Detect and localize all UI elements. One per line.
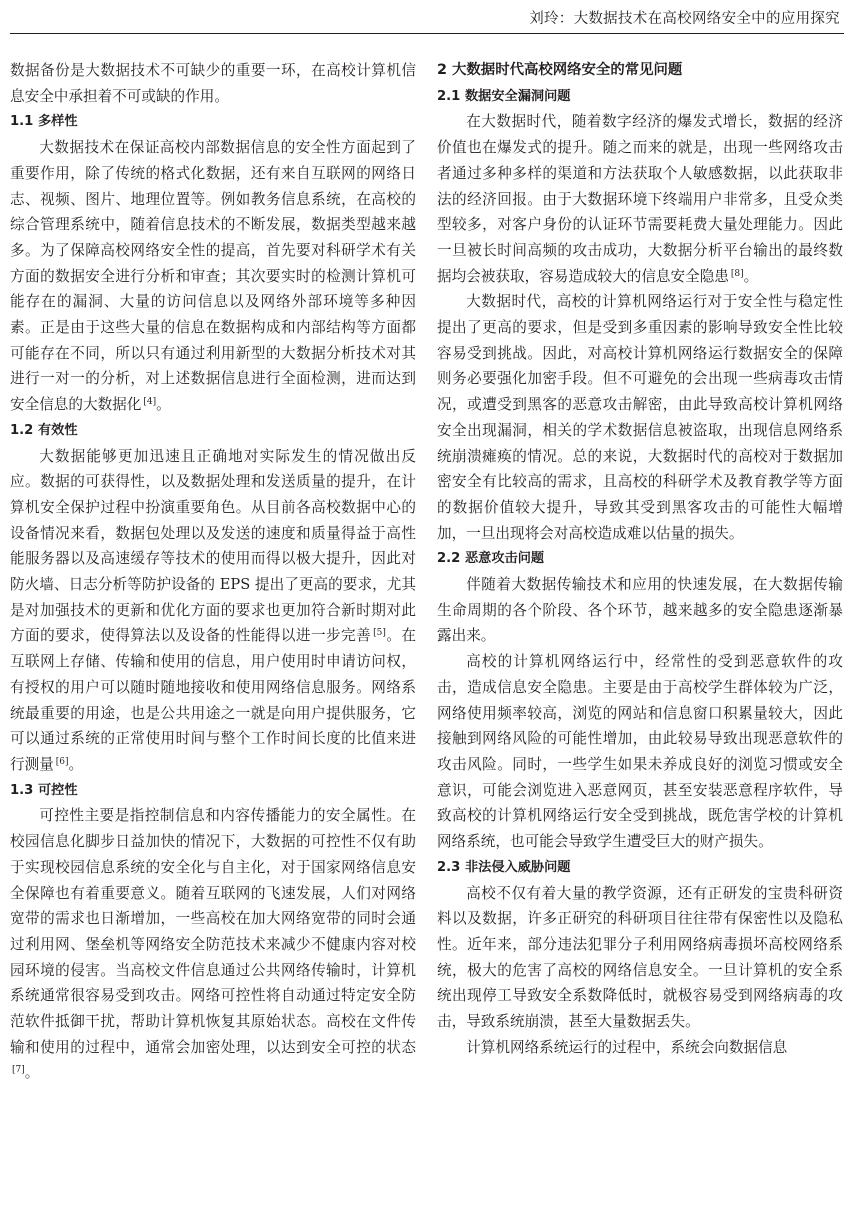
paragraph-continued: 数据备份是大数据技术不可缺少的重要一环，在高校计算机信息安全中承担着不可或缺的作用。 bbox=[10, 62, 416, 105]
paragraph-malware-attacks: 高校的计算机网络运行中，经常性的受到恶意软件的攻击，造成信息安全隐患。主要是由于高校学生群体较为广泛，网络使用频率较高，浏览的网站和信息窗口积累量较大，因此接触到网络风险的可能性增加，由此较易导致出现恶意软件的攻击风险。同时，一些学生如果未养成良好的浏览习惯或安全意识，可能会浏览进入恶意网页，甚至安装恶意程序软件，导致高校的计算机网络运行安全受到挑战，既危害学校的计算机网络系统，也可能会导致学生遭受巨大的财产损失。 bbox=[437, 653, 843, 851]
page-header bbox=[0, 0, 854, 34]
citation-ref[interactable]: [6] bbox=[55, 756, 69, 767]
paragraph-continues: 计算机网络系统运行的过程中，系统会向数据信息 bbox=[466, 1038, 788, 1056]
citation-ref[interactable]: [5] bbox=[373, 628, 386, 639]
paragraph-end: 。 bbox=[68, 755, 84, 773]
section-heading-2-3: 2.3 非法侵入威胁问题 bbox=[437, 859, 571, 875]
paragraph-data-vulnerability bbox=[437, 109, 843, 289]
section-heading-2-2: 2.2 恶意攻击问题 bbox=[437, 551, 545, 567]
paragraph-transmission-risks: 伴随着大数据传输技术和应用的快速发展，在大数据传输生命周期的各个阶段、各个环节，越来越多的安全隐患逐渐暴露出来。 bbox=[437, 576, 843, 645]
paragraph-end: 。 bbox=[743, 267, 759, 285]
citation-ref[interactable]: [4] bbox=[143, 397, 157, 408]
paragraph-text: 可控性主要是指控制信息和内容传播能力的安全属性。在校园信息化脚步日益加快的情况下，大数据的可控性不仅有助于实现校园信息系统的安全化与自主化，对于国家网络信息安全保障也有着重要意义。随着互联网的飞速发展，人们对网络宽带的需求也日渐增加，一些高校在加大网络宽带的同时会通过利用网、堡垒机等网络安全防范技术来减少不健康内容对校园环境的侵害。当高校文件信息通过公共网络传输时，计算机系统通常很容易受到攻击。网络可控性将自动通过特定安全防范软件抵御干扰，帮助计算机恢复其原始状态。高校在文件传输和使用的过程中，通常会加密处理，以达到安全可控的状态 bbox=[10, 807, 416, 1056]
paragraph-diversity bbox=[10, 135, 416, 418]
paragraph-text: 大数据技术在保证高校内部数据信息的安全性方面起到了重要作用，除了传统的格式化数据，还有来自互联网的网络日志、视频、图片、地理位置等。例如教务信息系统，在高校的综合管理系统中，随着信息技术的不断发展，数据类型越来越多。为了保障高校网络安全性的提高，首先要对科研学术有关方面的数据安全进行分析和审查；其次要实时的检测计算机可能存在的漏洞、大量的访问信息以及网络外部环境等多种因素。正是由于这些大量的信息在数据构成和内部结构等方面都可能存在不同，所以只有通过利用新型的大数据分析技术对其进行一对一的分析，对上述数据信息进行全面检测，进而达到安全信息的大数据化 bbox=[10, 139, 416, 414]
citation-ref[interactable]: [7] bbox=[12, 1065, 25, 1076]
paragraph-intrusion-threat: 高校不仅有着大量的教学资源，还有正研发的宝贵科研资料以及数据，许多正研究的科研项目往往带有保密性以及隐私性。近年来，部分违法犯罪分子利用网络病毒损坏高校网络系统，极大的危害了高校的网络信息安全。一旦计算机的安全系统出现停工导致安全系数降低时，就极容易受到网络病毒的攻击，导致系统崩溃，甚至大量数据丢失。 bbox=[437, 884, 843, 1031]
paragraph-controllability bbox=[10, 803, 416, 1086]
section-heading-1-3: 1.3 可控性 bbox=[10, 782, 78, 798]
right-column bbox=[437, 58, 843, 1060]
paragraph-encryption-needs: 大数据时代，高校的计算机网络运行对于安全性与稳定性提出了更高的要求，但是受到多重因素的影响导致安全性比较容易受到挑战。因此，对高校计算机网络运行数据安全的保障则务必要强化加密手段。但不可避免的会出现一些病毒攻击情况，或遭受到黑客的恶意攻击解密，由此导致高校计算机网络安全出现漏洞，相关的学术数据信息被盗取，出现信息网络系统崩溃瘫痪的情况。总的来说，大数据时代的高校对于数据加密安全有比较高的需求，且高校的科研学术及教育教学等方面的数据价值较大提升，导致其受到黑客攻击的可能性大幅增加，一旦出现将会对高校造成难以估量的损失。 bbox=[437, 293, 843, 542]
running-title: 刘玲：大数据技术在高校网络安全中的应用探究 bbox=[529, 11, 840, 27]
section-heading-1-1: 1.1 多样性 bbox=[10, 114, 78, 130]
header-rule bbox=[10, 33, 844, 34]
paragraph-end: 。 bbox=[156, 396, 171, 414]
paragraph-end: 。 bbox=[24, 1064, 40, 1082]
paragraph-text: 在大数据时代，随着数字经济的爆发式增长，数据的经济价值也在爆发式的提升。随之而来的就是，出现一些网络攻击者通过多种多样的渠道和方法获取个人敏感数据，以此获取非法的经济回报。由于大数据环境下终端用户非常多，且受众类型较多，对客户身份的认证环节需要耗费大量处理能力。因此一旦被长时间高频的攻击成功，大数据分析平台输出的最终数据均会被获取，容易造成较大的信息安全隐患 bbox=[437, 113, 843, 285]
citation-ref[interactable]: [8] bbox=[730, 268, 744, 279]
paragraph-text: 。在互联网上存储、传输和使用的信息，用户使用时申请访问权，有授权的用户可以随时随地接收和使用网络信息服务。网络系统最重要的用途，也是公共用途之一就是向用户提供服务，它可以通过系统的正常使用时间与整个工作时间长度的比值来进行测量 bbox=[10, 627, 416, 773]
left-column bbox=[10, 58, 416, 1086]
section-heading-1-2: 1.2 有效性 bbox=[10, 422, 78, 438]
section-heading-2: 2 大数据时代高校网络安全的常见问题 bbox=[437, 62, 683, 78]
paragraph-text: 大数据能够更加迅速且正确地对实际发生的情况做出反应。数据的可获得性，以及数据处理和发送质量的提升，在计算机安全保护过程中扮演重要角色。从目前各高校数据中心的设备情况来看，数据包处理以及发送的速度和质量得益于高性能服务器以及高速缓存等技术的使用而得以极大提升，因此对防火墙、日志分析等防护设备的 EPS 提出了更高的要求，尤其是对加强技术的更新和优化方面的要求也更加符合新时期对此方面的要求，使得算法以及设备的性能得以进一步完善 bbox=[10, 447, 416, 645]
paragraph-validity bbox=[10, 444, 416, 778]
section-heading-2-1: 2.1 数据安全漏洞问题 bbox=[437, 88, 571, 104]
